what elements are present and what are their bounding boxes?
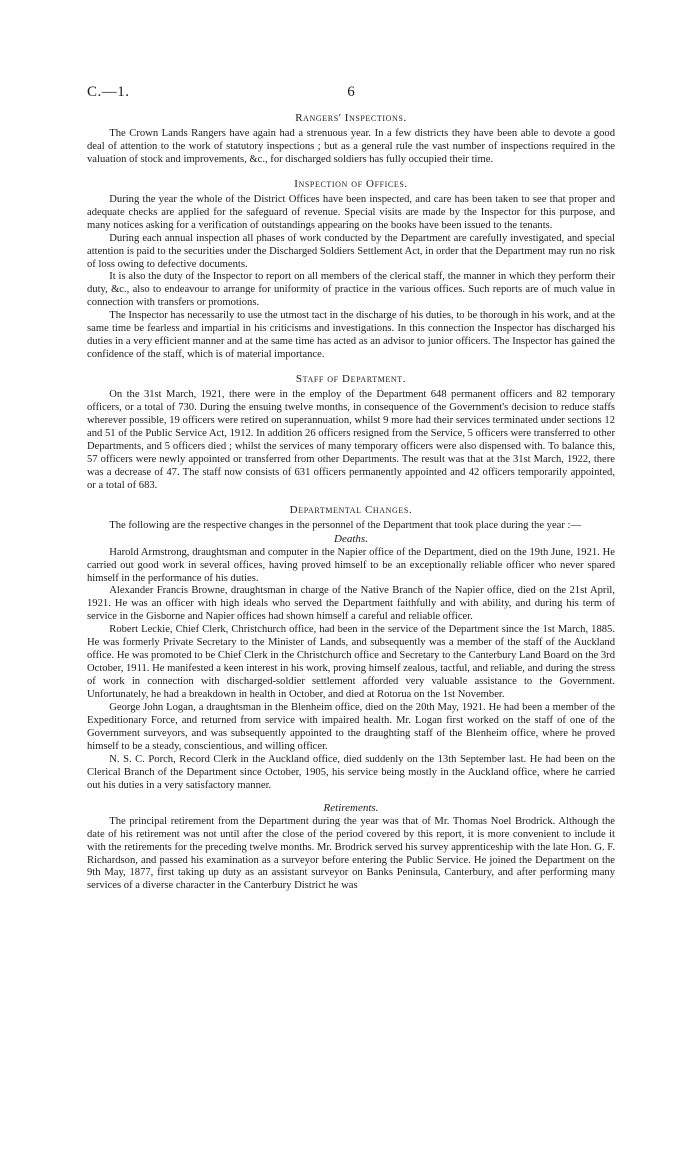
paragraph: The following are the respective changes in the personnel of the Department that took place during the year :—: [109, 519, 582, 531]
section-rangers-inspections: [87, 112, 615, 167]
paragraph: Robert Leckie, Chief Clerk, Christchurch office, had been in the service of the Department since the 1st March, 1885. He was formerly Private Secretary to the Minister of Lands, and subsequently was a member of the staff of the Auckland office. He was promoted to be Chief Clerk in the Christchurch office and Secretary to the Canterbury Land Board on the 3rd October, 1911. He manifested a keen interest in his work, proving himself zealous, tactful, and reliable, and during the stress of work in connection with discharged-soldier settlement afforded very valuable assistance to the Government. Unfortunately, he had a breakdown in health in October, and died at Rotorua on the 1st November.: [87, 624, 615, 701]
section-heading: Inspection of Offices.: [294, 177, 408, 190]
page-body: [87, 112, 615, 904]
paragraph: N. S. C. Porch, Record Clerk in the Auckland office, died suddenly on the 13th September last. He had been on the Clerical Branch of the Department since October, 1905, his service being mostly in the Auckland office, where he carried out his duties in a very satisfactory manner.: [87, 753, 615, 791]
paragraph: On the 31st March, 1921, there were in the employ of the Department 648 permanent officers and 82 temporary officers, or a total of 730. During the ensuing twelve months, in consequence of the Government's decision to reduce staffs wherever possible, 19 officers were retired on superannuation, whilst 9 more had their services terminated under sections 12 and 51 of the Public Service Act, 1912. In addition 26 officers resigned from the Service, 5 officers were transferred to other Departments, and 5 officers died ; whilst the services of many temporary officers were also dispensed with. To balance this, 57 officers were newly appointed or transferred from other Departments. The result was that at the 31st March, 1922, there was a decrease of 47. The staff now consists of 631 officers permanently appointed and 42 officers temporarily appointed, or a total of 683.: [87, 389, 615, 491]
document-code: C.—1.: [87, 84, 130, 100]
paragraph: George John Logan, a draughtsman in the Blenheim office, died on the 20th May, 1921. He had been a member of the Expeditionary Force, and returned from service with impaired health. Mr. Logan first worked on the staff of one of the Government surveyors, and was subsequently appointed to the draughting staff of the Blenheim office, where he proved himself to be a steady, conscientious, and willing officer.: [87, 702, 615, 752]
section-departmental-changes: [87, 504, 615, 894]
subsection-heading: Retirements.: [323, 801, 379, 814]
paragraph: Harold Armstrong, draughtsman and computer in the Napier office of the Department, died on the 19th June, 1921. He carried out good work in several offices, having proved himself to be an exceptionally reliable officer who never spared himself in the performance of his duties.: [87, 546, 615, 584]
page-number: 6: [347, 84, 355, 100]
paragraph: The principal retirement from the Department during the year was that of Mr. Thomas Noel Brodrick. Although the date of his retirement was not until after the close of the period covered by this report, it is more convenient to include it with the retirements for the preceding twelve months. Mr. Brodrick served his survey apprenticeship with the late Hon. G. F. Richardson, and passed his examination as a surveyor before entering the Public Service. He joined the Department on the 9th May, 1877, first taking up duty as an assistant surveyor on Banks Peninsula, Canterbury, and after performing many services of a diverse character in the Canterbury District he was: [87, 815, 615, 892]
paragraph: During the year the whole of the District Offices have been inspected, and care has been taken to see that proper and adequate checks are applied for the safeguard of revenue. Special visits are made by the Inspector for this purpose, and many notices asking for a verification of outstandings appearing on the books have been issued to the tenants.: [87, 193, 615, 231]
paragraph: It is also the duty of the Inspector to report on all members of the clerical staff, the manner in which they perform their duty, &c., also to endeavour to arrange for uniformity of practice in the various offices. Such reports are of much value in connection with transfers or promotions.: [87, 271, 615, 309]
subsection-deaths: [87, 533, 615, 793]
running-head: [87, 84, 615, 102]
section-staff-of-department: [87, 373, 615, 493]
subsection-retirements: [87, 802, 615, 894]
paragraph: During each annual inspection all phases of work conducted by the Department are carefully investigated, and special attention is paid to the securities under the Discharged Soldiers Settlement Act, in order that the Department may run no risk of loss owing to defective documents.: [87, 232, 615, 270]
section-heading: Departmental Changes.: [289, 503, 413, 516]
paragraph: Alexander Francis Browne, draughtsman in charge of the Native Branch of the Napier office, died on the 21st April, 1921. He was an officer with high ideals who served the Department faithfully and with ability, and during his term of service in the Gisborne and Napier offices had shown himself a careful and reliable officer.: [87, 585, 615, 623]
section-inspection-of-offices: [87, 178, 615, 362]
section-heading: Staff of Department.: [295, 373, 407, 386]
subsection-heading: Deaths.: [334, 532, 368, 545]
paragraph: The Crown Lands Rangers have again had a strenuous year. In a few districts they have been able to devote a good deal of attention to the work of statutory inspections ; but as a general rule the vast number of inspections required in the valuation of stock and improvements, &c., for discharged soldiers has fully occupied their time.: [87, 127, 615, 165]
section-heading: Rangers' Inspections.: [295, 112, 407, 124]
paragraph: The Inspector has necessarily to use the utmost tact in the discharge of his duties, to be thorough in his work, and at the same time be fearless and impartial in his criticisms and investigations. In this connection the Inspector has discharged his duties in a very efficient manner and at the same time has acted as an advisor to junior officers. The Inspector has gained the confidence of the staff, which is of material importance.: [87, 310, 615, 361]
